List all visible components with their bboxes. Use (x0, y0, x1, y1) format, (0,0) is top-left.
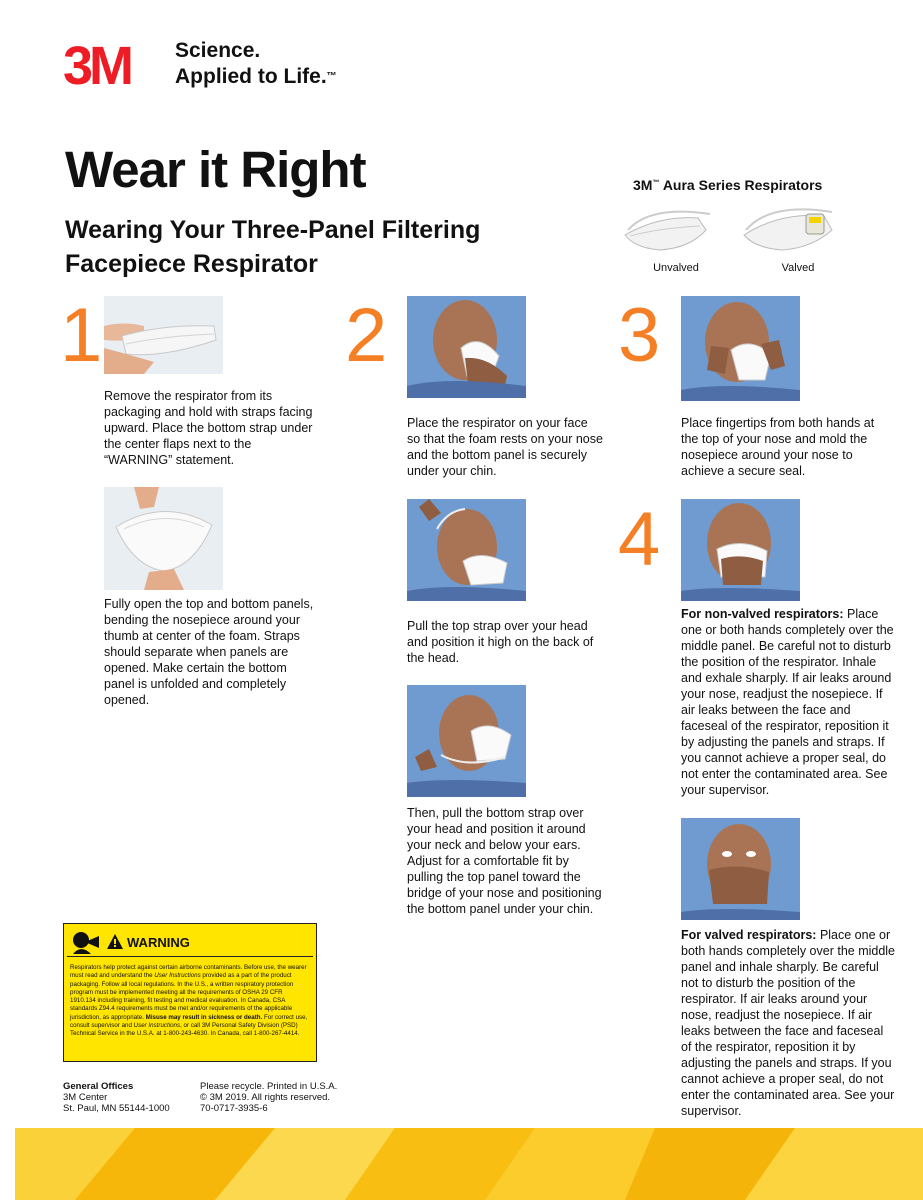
tagline-line-1: Science. (175, 39, 261, 62)
valved-lead: For valved respirators: (681, 928, 817, 942)
general-offices (63, 1081, 170, 1114)
decorative-footer-band (15, 1128, 923, 1200)
step-4-valved-text (681, 927, 896, 1119)
warning-title: WARNING (127, 935, 190, 950)
step-2-text-c: Then, pull the bottom strap over your head and position it around your neck and below your ears. Adjust for a comfortable fit by pulling the top panel toward the bridge of your nose and positioning the bottom panel under your chin. (407, 806, 602, 916)
trademark-mark: ™ (326, 71, 337, 82)
warning-user-instructions-1: User Instructions (154, 972, 201, 980)
valved-mask-image (740, 200, 840, 255)
unvalved-mask-image (620, 200, 720, 255)
print-info (200, 1081, 337, 1114)
warning-body-2: provided as a part of the product packaging. Follow all local regulations. In the U.S., a written respiratory protection program must be implemented meeting all the requirements of OSHA 29 CFR 1910.134 including training, fit testing and medical evaluation. In Canada, CSA standards Z94.4 requirements must be met and/or requirements of the applicable jurisdiction, as appropriate. (70, 972, 294, 1021)
warning-body-4: , or call 3M Personal Safety Division (PSD) Technical Service in the U.S.A. at 1-800-243-4630. In Canada, call 1-800-267-4414. (70, 1022, 300, 1038)
step-1-text-b: Fully open the top and bottom panels, bending the nosepiece around your thumb at center of the foam. Straps should separate when panels are opened. Make certain the bottom panel is unfolded and completely opened. (104, 597, 314, 707)
unvalved-label: Unvalved (653, 262, 699, 274)
step-1-photo-hold (104, 296, 223, 374)
warning-body-3: For correct use, consult supervisor and (70, 1013, 308, 1030)
step-1-text-a: Remove the respirator from its packaging and hold with straps facing upward. Place the bottom strap under the center flaps next to the “WARNING” statement. (104, 389, 313, 467)
step-4-nonvalved-text (681, 606, 896, 798)
step-4-photo-nonvalved (681, 499, 800, 601)
step-1-photo-open (104, 487, 223, 590)
step-3-photo-nosepiece (681, 296, 800, 401)
brand-tagline (175, 38, 337, 90)
step-2-photo-place (407, 296, 526, 398)
step-3-text: Place fingertips from both hands at the top of your nose and mold the nosepiece around your nose to achieve a secure seal. (681, 416, 875, 478)
step-4-number: 4 (618, 497, 661, 582)
aura-brand: 3M (633, 177, 653, 193)
subtitle-line-1: Wearing Your Three-Panel Filtering (65, 216, 481, 244)
warning-misuse: Misuse may result in sickness or death. (145, 1013, 263, 1021)
offices-label: General Offices (63, 1081, 134, 1092)
warning-user-instructions-2: User Instructions (133, 1022, 181, 1030)
valved-body: Place one or both hands completely over the middle panel and inhale sharply. Be careful not to disturb the position of the respirator. If air leaks around your nose, readjust the nosepiece. If air leaks between the face and faceseal of the respirator, reposition it by adjusting the panels and straps. If you cannot achieve a proper seal, do not enter the contaminated area. See your supervisor. (681, 928, 896, 1118)
warning-body (70, 964, 310, 1039)
address-line-1: 3M Center (63, 1092, 108, 1103)
nonvalved-lead: For non-valved respirators: (681, 607, 844, 621)
step-2-number: 2 (345, 293, 388, 378)
svg-text:3M: 3M (63, 40, 131, 88)
step-2-photo-top-strap (407, 499, 526, 601)
warning-triangle-icon (107, 934, 123, 949)
step-2-photo-bottom-strap (407, 685, 526, 797)
nonvalved-body: Place one or both hands completely over the middle panel. Be careful not to disturb the position of the respirator. Inhale and exhale sharply. If air leaks around your nose, readjust the nosepiece. If air leaks between the face and faceseal of the respirator, reposition it by adjusting the panels and straps. If you cannot achieve a proper seal, do not enter the contaminated area. See your supervisor. (681, 607, 894, 797)
recycle-note: Please recycle. Printed in U.S.A. (200, 1081, 338, 1092)
respirator-hazard-icon (69, 930, 101, 954)
subtitle-line-2: Facepiece Respirator (65, 250, 318, 278)
step-2-text-a: Place the respirator on your face so that the foam rests on your nose and the bottom panel is securely under your chin. (407, 416, 603, 478)
copyright: © 3M 2019. All rights reserved. (200, 1092, 331, 1103)
address-line-2: St. Paul, MN 55144-1000 (63, 1103, 170, 1114)
tagline-line-2: Applied to Life. (175, 65, 327, 88)
step-2-text-b: Pull the top strap over your head and position it high on the back of the head. (407, 619, 594, 665)
aura-heading: 3M™ Aura Series Respirators (633, 177, 823, 193)
step-3-number: 3 (618, 293, 661, 378)
page-title: Wear it Right (65, 141, 366, 198)
warning-box (63, 923, 317, 1062)
warning-body-1: Respirators help protect against certain airborne contaminants. Before use, the wearer must read and understand the (70, 964, 307, 980)
document-code: 70-0717-3935-6 (200, 1103, 268, 1114)
3m-logo (63, 40, 161, 88)
warning-header (67, 927, 313, 957)
aura-title-text: Aura Series Respirators (659, 177, 823, 193)
valved-label: Valved (781, 262, 815, 274)
step-1-number: 1 (60, 293, 103, 378)
page-subtitle (65, 213, 545, 281)
step-4-photo-valved (681, 818, 800, 920)
